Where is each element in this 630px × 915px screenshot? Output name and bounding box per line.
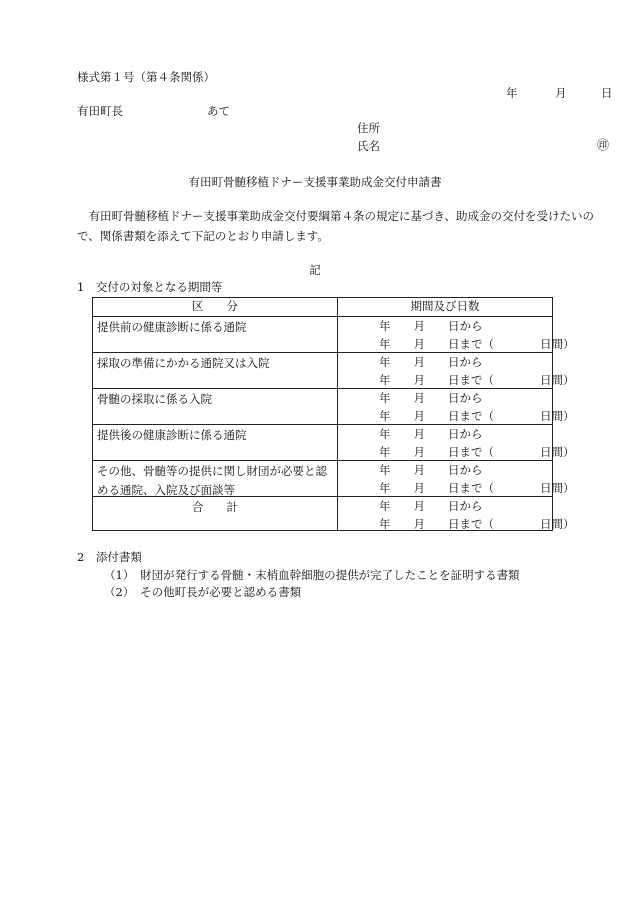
period-table: [92, 297, 575, 531]
row-to: 年 月 日まで（ 日間）: [379, 373, 575, 387]
row-from: 年 月 日から: [379, 499, 483, 513]
document-title: 有田町骨髄移植ドナー支援事業助成金交付申請書: [188, 175, 442, 189]
recipient-suffix: あて: [207, 104, 230, 118]
table-row-divider: [93, 352, 552, 353]
row-from: 年 月 日から: [379, 463, 483, 477]
body-text-line-1: 有田町骨髄移植ドナー支援事業助成金交付要綱第４条の規定に基づき、助成金の交付を受けたいの: [77, 209, 595, 223]
row-category: その他、骨髄等の提供に関し財団が必要と認める通院、入院及び面談等: [97, 464, 327, 497]
address-label: 住所: [357, 121, 380, 135]
attachment-item: （1） 財団が発行する骨髄・末梢血幹細胞の提供が完了したことを証明する書類: [104, 568, 520, 582]
row-to: 年 月 日まで（ 日間）: [379, 409, 575, 423]
name-label: 氏名: [357, 139, 380, 153]
row-category: 提供後の健康診断に係る通院: [97, 428, 247, 442]
row-category-total: 合 計: [192, 500, 238, 514]
row-from: 年 月 日から: [379, 355, 483, 369]
section-1-title: 1 交付の対象となる期間等: [77, 280, 223, 294]
table-row-divider: [93, 388, 552, 389]
row-category: 提供前の健康診断に係る通院: [97, 320, 247, 334]
date-day-label: 日: [601, 86, 613, 100]
table-row-divider: [93, 424, 552, 425]
row-category: 採取の準備にかかる通院又は入院: [97, 356, 270, 370]
row-from: 年 月 日から: [379, 391, 483, 405]
seal-mark: ㊞: [597, 138, 610, 152]
row-category: 骨髄の採取に係る入院: [97, 392, 212, 406]
row-to: 年 月 日まで（ 日間）: [379, 445, 575, 459]
date-month-label: 月: [555, 86, 567, 100]
attachment-item: （2） その他町長が必要と認める書類: [104, 585, 302, 599]
row-to: 年 月 日まで（ 日間）: [379, 481, 575, 495]
header-category: 区 分: [192, 299, 238, 313]
ki-heading: 記: [309, 263, 321, 277]
row-to: 年 月 日まで（ 日間）: [379, 337, 575, 351]
section-2-title: 2 添付書類: [77, 550, 142, 564]
row-from: 年 月 日から: [379, 319, 483, 333]
row-from: 年 月 日から: [379, 427, 483, 441]
table-row-divider: [93, 316, 552, 317]
body-text-line-2: で、関係書類を添えて下記のとおり申請します。: [77, 229, 329, 243]
date-year-label: 年: [506, 86, 518, 100]
row-to: 年 月 日まで（ 日間）: [379, 517, 575, 531]
recipient-name: 有田町長: [77, 104, 123, 118]
table-row-divider: [93, 460, 552, 461]
header-period: 期間及び日数: [410, 299, 480, 313]
form-number: 様式第１号（第４条関係）: [77, 70, 215, 84]
